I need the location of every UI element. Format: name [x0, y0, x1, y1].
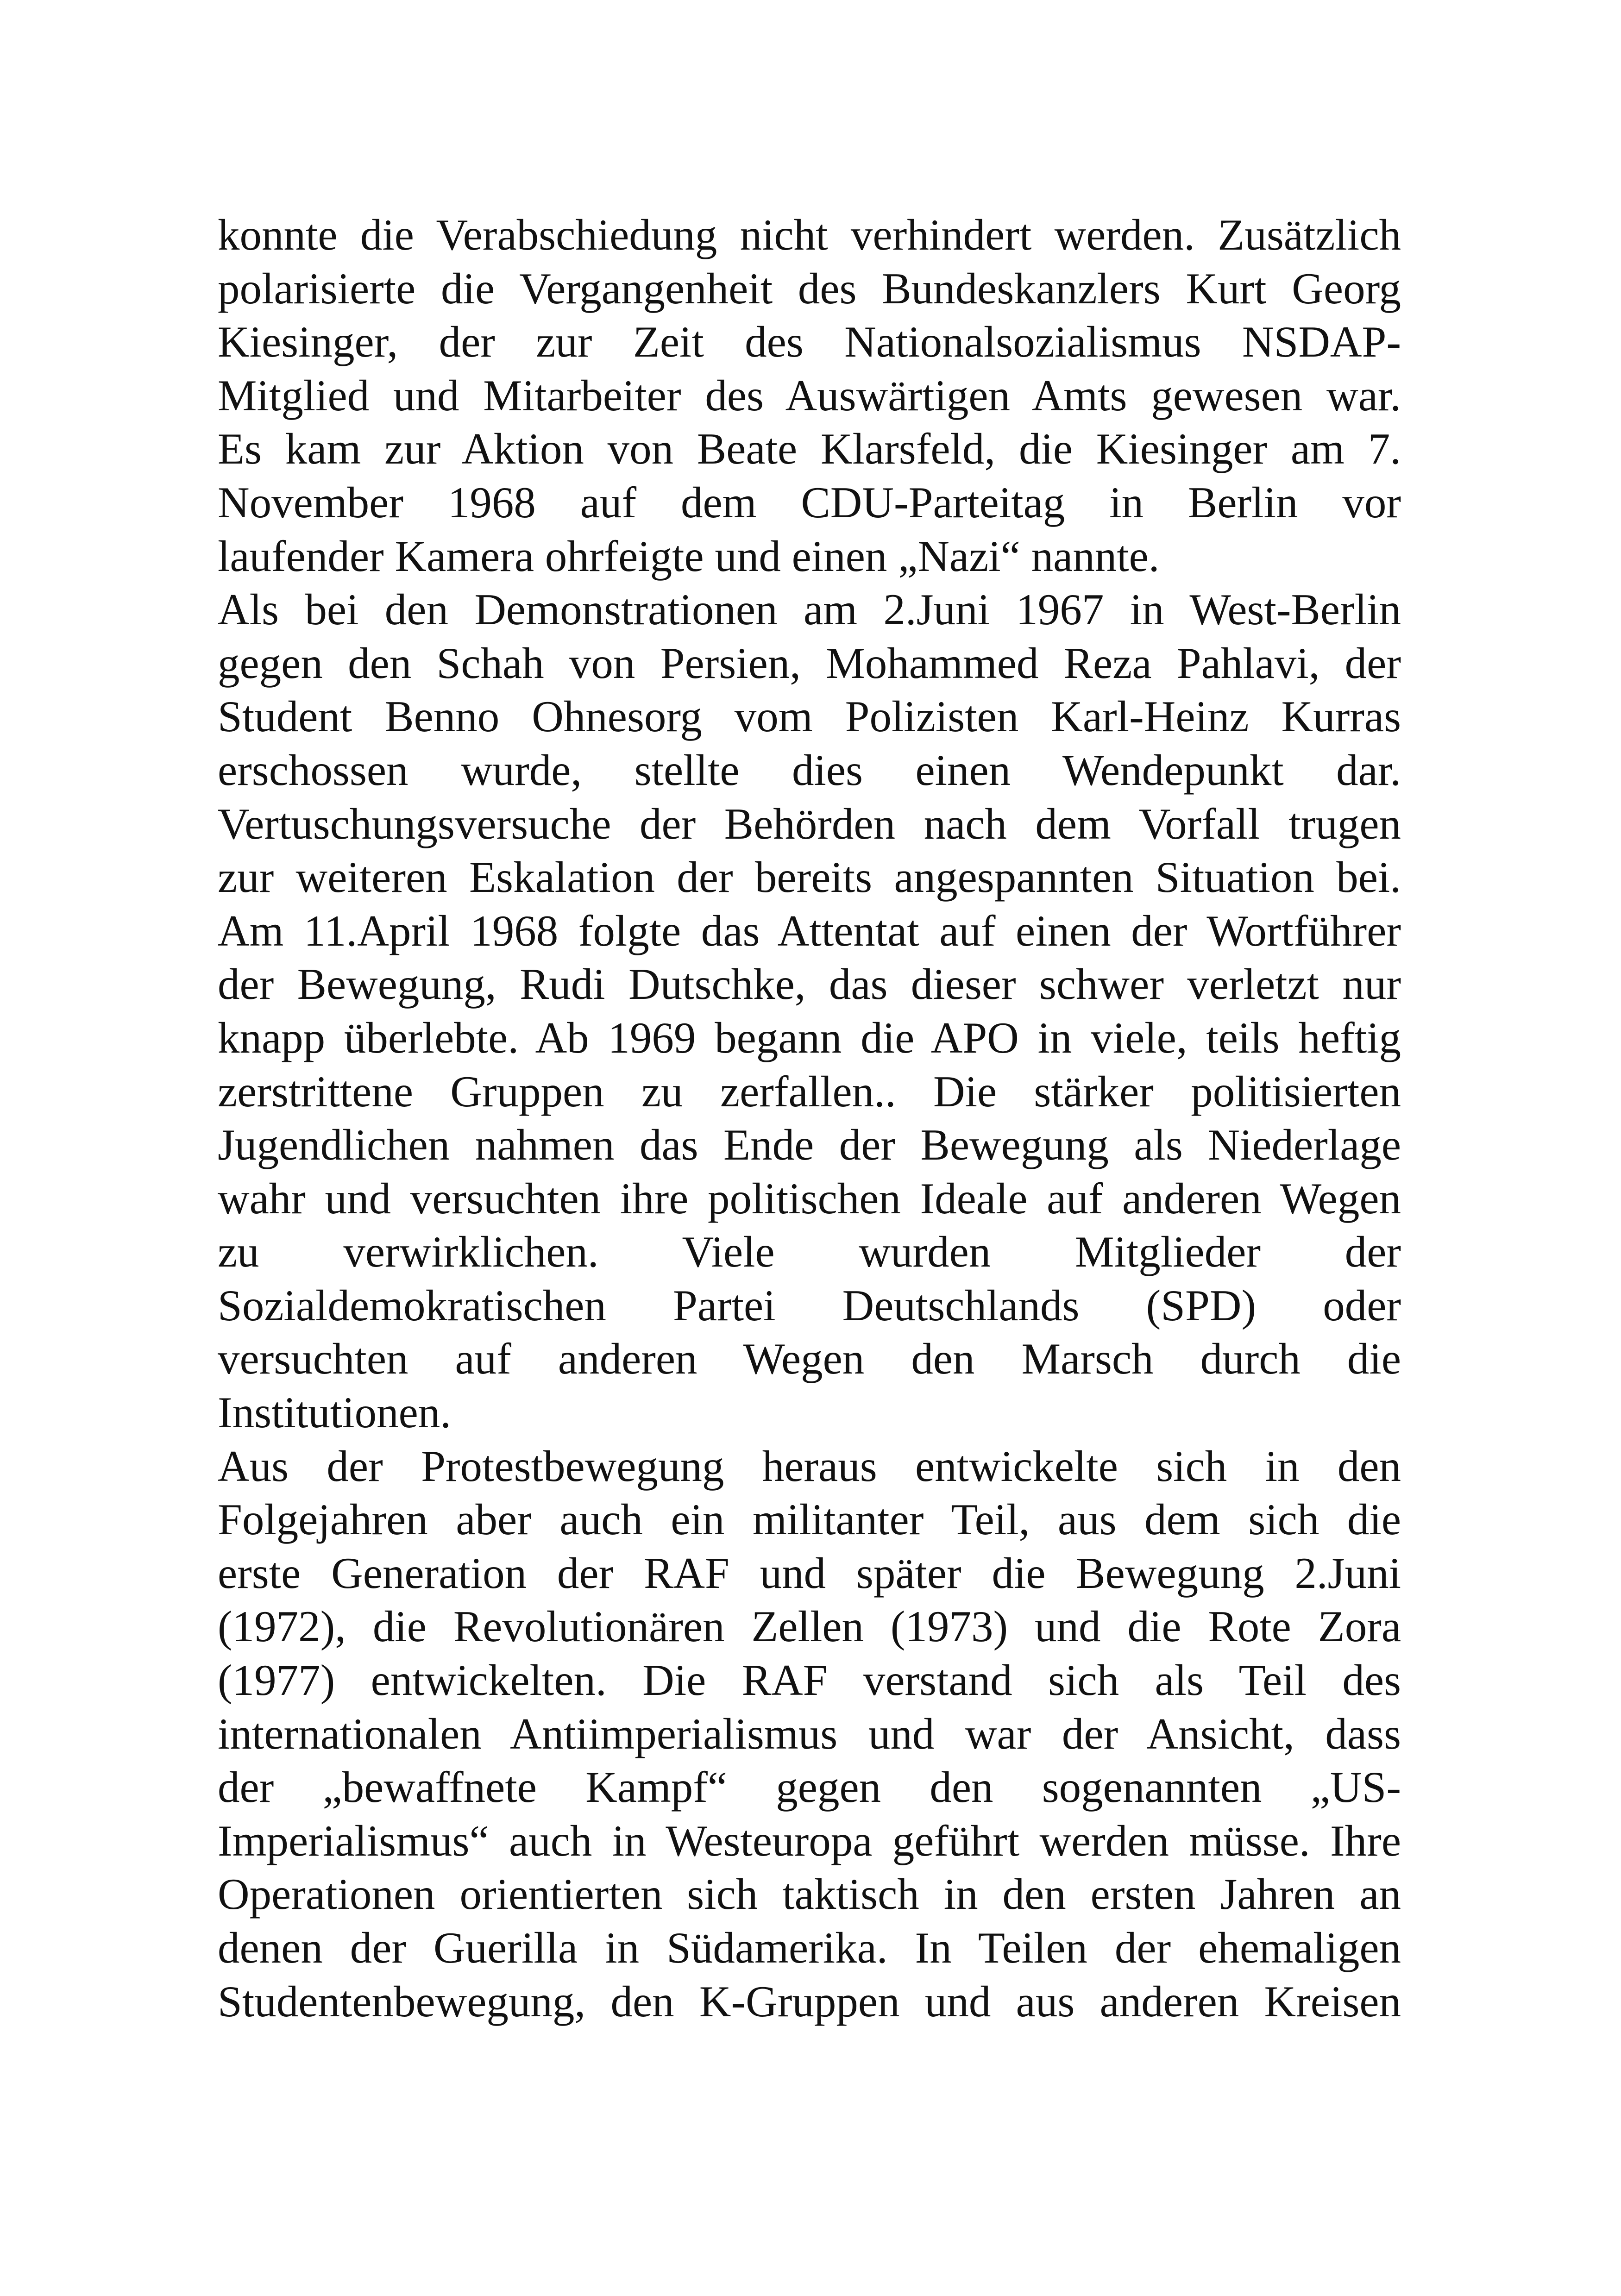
text-line: laufender Kamera ohrfeigte und einen „Nazi“ nannte.: [218, 531, 1160, 581]
text-line: Es kam zur Aktion von Beate Klarsfeld, die Kiesinger am 7.: [218, 424, 1401, 474]
text-line: denen der Guerilla in Südamerika. In Teilen der ehemaligen: [218, 1923, 1401, 1972]
text-line: versuchten auf anderen Wegen den Marsch durch die: [218, 1334, 1401, 1384]
text-line: Folgejahren aber auch ein militanter Teil, aus dem sich die: [218, 1495, 1401, 1544]
text-line: der Bewegung, Rudi Dutschke, das dieser schwer verletzt nur: [218, 960, 1401, 1009]
text-line: Jugendlichen nahmen das Ende der Bewegung als Niederlage: [218, 1120, 1401, 1170]
text-line: Institutionen.: [218, 1388, 451, 1437]
text-line: Vertuschungsversuche der Behörden nach dem Vorfall trugen: [218, 799, 1401, 848]
text-line: November 1968 auf dem CDU-Parteitag in Berlin vor: [218, 477, 1401, 527]
text-line: Als bei den Demonstrationen am 2.Juni 1967 in West-Berlin: [218, 585, 1401, 634]
text-line: Kiesinger, der zur Zeit des Nationalsozialismus NSDAP-: [218, 317, 1401, 367]
text-line: der „bewaffnete Kampf“ gegen den sogenannten „US-: [218, 1763, 1401, 1812]
text-line: zur weiteren Eskalation der bereits angespannten Situation bei.: [218, 853, 1401, 902]
text-line: Aus der Protestbewegung heraus entwickelte sich in den: [218, 1441, 1401, 1491]
text-line: Imperialismus“ auch in Westeuropa geführt werden müsse. Ihre: [218, 1816, 1401, 1865]
text-line: zerstrittene Gruppen zu zerfallen.. Die stärker politisierten: [218, 1066, 1401, 1116]
body-text: [218, 208, 1401, 2028]
text-line: konnte die Verabschiedung nicht verhindert werden. Zusätzlich: [218, 210, 1401, 259]
text-line: wahr und versuchten ihre politischen Ideale auf anderen Wegen: [218, 1173, 1401, 1223]
text-line: internationalen Antiimperialismus und war der Ansicht, dass: [218, 1709, 1401, 1758]
text-line: Studentenbewegung, den K-Gruppen und aus anderen Kreisen: [218, 1976, 1401, 2026]
text-line: knapp überlebte. Ab 1969 begann die APO in viele, teils heftig: [218, 1013, 1401, 1062]
text-line: (1977) entwickelten. Die RAF verstand sich als Teil des: [218, 1656, 1401, 1705]
text-line: zu verwirklichen. Viele wurden Mitglieder der: [218, 1227, 1401, 1277]
text-line: Operationen orientierten sich taktisch in den ersten Jahren an: [218, 1869, 1401, 1919]
text-line: gegen den Schah von Persien, Mohammed Reza Pahlavi, der: [218, 638, 1401, 688]
text-line: polarisierte die Vergangenheit des Bundeskanzlers Kurt Georg: [218, 263, 1401, 313]
text-line: erste Generation der RAF und später die Bewegung 2.Juni: [218, 1548, 1401, 1598]
text-line: Am 11.April 1968 folgte das Attentat auf einen der Wortführer: [218, 906, 1401, 955]
text-line: Mitglied und Mitarbeiter des Auswärtigen Amts gewesen war.: [218, 370, 1401, 420]
paragraph-1: [218, 208, 1401, 583]
text-line: (1972), die Revolutionären Zellen (1973) und die Rote Zora: [218, 1602, 1401, 1651]
text-line: Student Benno Ohnesorg vom Polizisten Karl-Heinz Kurras: [218, 692, 1401, 741]
paragraph-3: [218, 1440, 1401, 2029]
paragraph-2: [218, 583, 1401, 1440]
text-line: erschossen wurde, stellte dies einen Wendepunkt dar.: [218, 745, 1401, 795]
text-line: Sozialdemokratischen Partei Deutschlands (SPD) oder: [218, 1280, 1401, 1330]
